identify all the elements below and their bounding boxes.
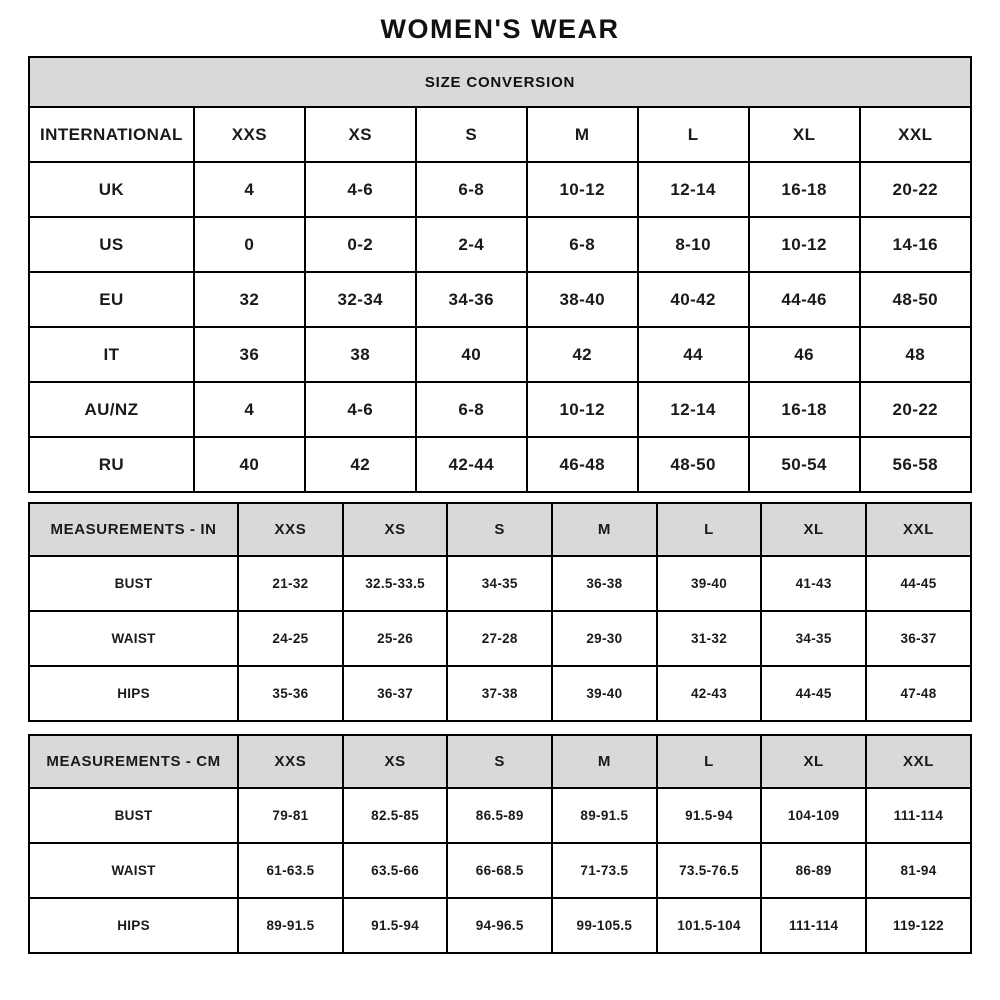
size_conversion-value-cell: 42: [527, 327, 638, 382]
measurements-cm-body: [29, 735, 971, 953]
size_conversion-header-cell: XXL: [860, 107, 971, 162]
size_conversion-row: [29, 437, 971, 492]
measurements_cm-value-cell: 91.5-94: [343, 898, 448, 953]
size_conversion-value-cell: 4: [194, 382, 305, 437]
size_conversion-header-cell: M: [527, 107, 638, 162]
measurements_in-header-cell: XS: [343, 503, 448, 556]
measurements_cm-value-cell: 99-105.5: [552, 898, 657, 953]
size_conversion-value-cell: 16-18: [749, 162, 860, 217]
measurements_cm-value-cell: 66-68.5: [447, 843, 552, 898]
size_conversion-value-cell: 32: [194, 272, 305, 327]
size_conversion-value-cell: 10-12: [527, 162, 638, 217]
measurements_cm-value-cell: 89-91.5: [552, 788, 657, 843]
measurements_cm-row: [29, 788, 971, 843]
measurements_cm-value-cell: 94-96.5: [447, 898, 552, 953]
measurements_in-header-cell: S: [447, 503, 552, 556]
measurements_in-value-cell: 24-25: [238, 611, 343, 666]
size_conversion-header-cell: XL: [749, 107, 860, 162]
measurements_cm-value-cell: 89-91.5: [238, 898, 343, 953]
size_conversion-value-cell: 4: [194, 162, 305, 217]
measurements_in-row: [29, 556, 971, 611]
size_conversion-value-cell: 42: [305, 437, 416, 492]
size_conversion-value-cell: 6-8: [527, 217, 638, 272]
size_conversion-value-cell: 0-2: [305, 217, 416, 272]
size_conversion-label-cell: AU/NZ: [29, 382, 194, 437]
size_conversion-label-cell: EU: [29, 272, 194, 327]
size_conversion-value-cell: 4-6: [305, 162, 416, 217]
measurements_cm-row: [29, 898, 971, 953]
measurements_cm-label-cell: HIPS: [29, 898, 238, 953]
measurements_cm-header-cell: XS: [343, 735, 448, 788]
size_conversion-row: [29, 327, 971, 382]
measurements_cm-value-cell: 73.5-76.5: [657, 843, 762, 898]
measurements_in-value-cell: 27-28: [447, 611, 552, 666]
size_conversion-label-cell: IT: [29, 327, 194, 382]
measurements_cm-row: [29, 843, 971, 898]
size_conversion-value-cell: 38-40: [527, 272, 638, 327]
measurements_in-value-cell: 42-43: [657, 666, 762, 721]
measurements_cm-header-cell: XXL: [866, 735, 971, 788]
page-title: WOMEN'S WEAR: [380, 14, 620, 44]
size_conversion-value-cell: 48-50: [860, 272, 971, 327]
size_conversion-value-cell: 56-58: [860, 437, 971, 492]
measurements_in-value-cell: 34-35: [761, 611, 866, 666]
size_conversion-value-cell: 8-10: [638, 217, 749, 272]
size_conversion-header-cell: XXS: [194, 107, 305, 162]
measurements_cm-header-cell: XXS: [238, 735, 343, 788]
size_conversion-label-cell: RU: [29, 437, 194, 492]
measurements_in-value-cell: 39-40: [552, 666, 657, 721]
measurements_in-value-cell: 29-30: [552, 611, 657, 666]
size_conversion-value-cell: 46-48: [527, 437, 638, 492]
measurements_cm-value-cell: 79-81: [238, 788, 343, 843]
size_conversion-value-cell: 6-8: [416, 162, 527, 217]
measurements_cm-value-cell: 86-89: [761, 843, 866, 898]
size_conversion-value-cell: 42-44: [416, 437, 527, 492]
measurements-cm-table: [28, 734, 972, 954]
measurements_in-value-cell: 36-38: [552, 556, 657, 611]
measurements_in-header-cell: XXL: [866, 503, 971, 556]
measurements_cm-value-cell: 101.5-104: [657, 898, 762, 953]
measurements_cm-value-cell: 91.5-94: [657, 788, 762, 843]
measurements_in-value-cell: 21-32: [238, 556, 343, 611]
size_conversion-label-cell: US: [29, 217, 194, 272]
size_conversion-value-cell: 10-12: [749, 217, 860, 272]
measurements_in-header-cell: XXS: [238, 503, 343, 556]
measurements_in-value-cell: 34-35: [447, 556, 552, 611]
size_conversion-value-cell: 2-4: [416, 217, 527, 272]
measurements_cm-value-cell: 119-122: [866, 898, 971, 953]
measurements_in-label-cell: BUST: [29, 556, 238, 611]
size_conversion-header-cell: XS: [305, 107, 416, 162]
measurements_in-value-cell: 44-45: [866, 556, 971, 611]
size_conversion-value-cell: 38: [305, 327, 416, 382]
measurements_cm-header-row: [29, 735, 971, 788]
measurements_in-value-cell: 25-26: [343, 611, 448, 666]
measurements_in-value-cell: 39-40: [657, 556, 762, 611]
measurements_in-value-cell: 32.5-33.5: [343, 556, 448, 611]
measurements_in-label-cell: HIPS: [29, 666, 238, 721]
measurements_cm-header-cell: XL: [761, 735, 866, 788]
size_conversion-row: [29, 217, 971, 272]
size-conversion-banner-row: [29, 57, 971, 107]
size_conversion-value-cell: 48-50: [638, 437, 749, 492]
measurements_cm-value-cell: 86.5-89: [447, 788, 552, 843]
size-conversion-body: [29, 107, 971, 492]
measurements_in-header-cell: XL: [761, 503, 866, 556]
measurements_in-row: [29, 611, 971, 666]
size_conversion-value-cell: 46: [749, 327, 860, 382]
measurements_in-value-cell: 47-48: [866, 666, 971, 721]
size-conversion-banner: SIZE CONVERSION: [29, 57, 971, 107]
measurements_in-value-cell: 44-45: [761, 666, 866, 721]
size-conversion-table: [28, 56, 972, 493]
size_conversion-value-cell: 16-18: [749, 382, 860, 437]
measurements_cm-value-cell: 111-114: [761, 898, 866, 953]
measurements_cm-label-cell: BUST: [29, 788, 238, 843]
size_conversion-label-cell: UK: [29, 162, 194, 217]
measurements_in-label-cell: WAIST: [29, 611, 238, 666]
size_conversion-row: [29, 382, 971, 437]
size_conversion-value-cell: 48: [860, 327, 971, 382]
size_conversion-header-cell: INTERNATIONAL: [29, 107, 194, 162]
size_conversion-value-cell: 50-54: [749, 437, 860, 492]
measurements_cm-value-cell: 111-114: [866, 788, 971, 843]
measurements-in-body: [29, 503, 971, 721]
measurements_in-value-cell: 35-36: [238, 666, 343, 721]
size_conversion-value-cell: 32-34: [305, 272, 416, 327]
measurements_in-value-cell: 36-37: [866, 611, 971, 666]
size_conversion-value-cell: 20-22: [860, 382, 971, 437]
measurements_cm-value-cell: 104-109: [761, 788, 866, 843]
measurements_cm-value-cell: 82.5-85: [343, 788, 448, 843]
size_conversion-value-cell: 40-42: [638, 272, 749, 327]
size_conversion-value-cell: 44: [638, 327, 749, 382]
size_conversion-value-cell: 40: [416, 327, 527, 382]
measurements_in-row: [29, 666, 971, 721]
size_conversion-row: [29, 272, 971, 327]
size_conversion-value-cell: 6-8: [416, 382, 527, 437]
measurements_in-header-cell: L: [657, 503, 762, 556]
size_conversion-value-cell: 34-36: [416, 272, 527, 327]
measurements_in-value-cell: 31-32: [657, 611, 762, 666]
measurements_cm-header-cell: S: [447, 735, 552, 788]
size_conversion-value-cell: 20-22: [860, 162, 971, 217]
size_conversion-value-cell: 44-46: [749, 272, 860, 327]
measurements_cm-header-cell: MEASUREMENTS - CM: [29, 735, 238, 788]
size_conversion-value-cell: 0: [194, 217, 305, 272]
measurements_cm-header-cell: L: [657, 735, 762, 788]
measurements_in-value-cell: 41-43: [761, 556, 866, 611]
measurements_in-value-cell: 36-37: [343, 666, 448, 721]
size_conversion-value-cell: 12-14: [638, 382, 749, 437]
size_conversion-value-cell: 36: [194, 327, 305, 382]
measurements_in-header-cell: M: [552, 503, 657, 556]
size_conversion-value-cell: 4-6: [305, 382, 416, 437]
measurements_cm-label-cell: WAIST: [29, 843, 238, 898]
size_conversion-header-cell: S: [416, 107, 527, 162]
size_conversion-header-row: [29, 107, 971, 162]
size_conversion-value-cell: 14-16: [860, 217, 971, 272]
size_conversion-value-cell: 10-12: [527, 382, 638, 437]
measurements-in-table: [28, 502, 972, 722]
measurements_in-value-cell: 37-38: [447, 666, 552, 721]
size_conversion-row: [29, 162, 971, 217]
measurements_in-header-cell: MEASUREMENTS - IN: [29, 503, 238, 556]
measurements_cm-value-cell: 61-63.5: [238, 843, 343, 898]
size_conversion-header-cell: L: [638, 107, 749, 162]
measurements_in-header-row: [29, 503, 971, 556]
measurements_cm-value-cell: 71-73.5: [552, 843, 657, 898]
measurements_cm-header-cell: M: [552, 735, 657, 788]
size_conversion-value-cell: 12-14: [638, 162, 749, 217]
measurements_cm-value-cell: 81-94: [866, 843, 971, 898]
size_conversion-value-cell: 40: [194, 437, 305, 492]
measurements_cm-value-cell: 63.5-66: [343, 843, 448, 898]
